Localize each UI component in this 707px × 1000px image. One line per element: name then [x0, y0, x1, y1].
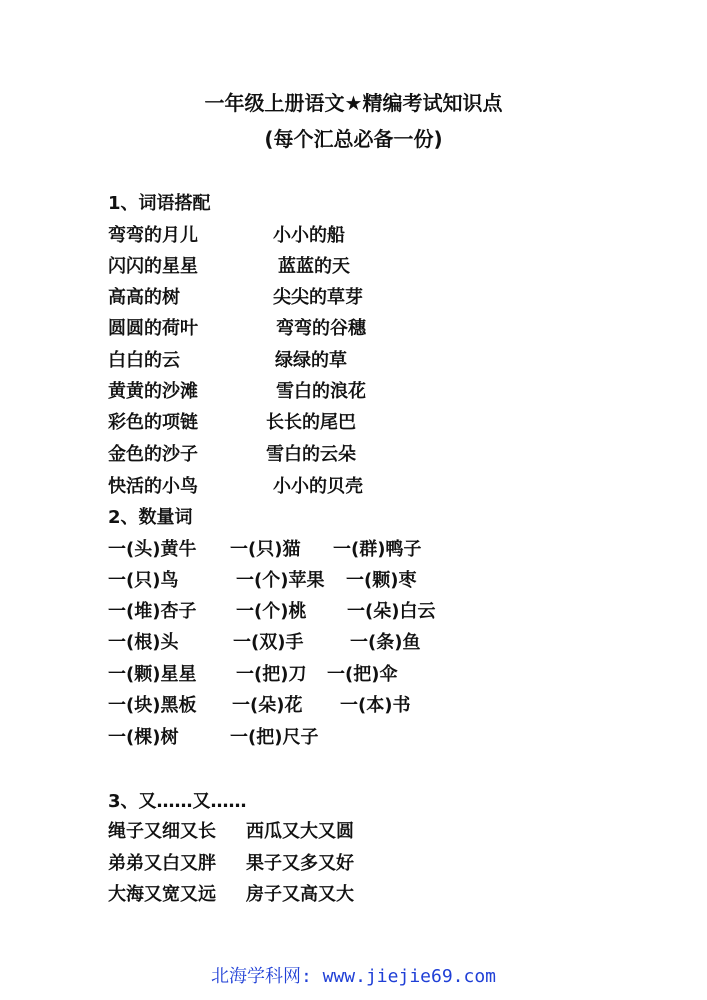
sentence-left: 绳子又细又长: [108, 821, 216, 842]
measure-word-row: [0, 538, 707, 564]
sentence-right: 西瓜又大又圆: [246, 821, 354, 842]
measure-word: 一(个)桃: [236, 601, 307, 622]
word-pair-left: 彩色的项链: [108, 412, 198, 433]
measure-word-row: [0, 600, 707, 626]
word-pair-right: 雪白的云朵: [266, 444, 356, 465]
measure-word: 一(只)猫: [230, 539, 301, 560]
measure-word: 一(双)手: [233, 632, 304, 653]
measure-word-row: [0, 631, 707, 657]
measure-word: 一(个)苹果: [236, 570, 325, 591]
word-pair-left: 圆圆的荷叶: [108, 318, 198, 339]
measure-word-row: [0, 663, 707, 689]
measure-word: 一(棵)树: [108, 727, 179, 748]
measure-word: 一(颗)星星: [108, 664, 197, 685]
measure-word: 一(只)鸟: [108, 570, 179, 591]
sentence-row: [0, 820, 707, 846]
measure-word: 一(把)刀: [236, 664, 307, 685]
word-pair-left: 黄黄的沙滩: [108, 381, 198, 402]
section-heading-you-you: 3、又……又……: [108, 791, 247, 812]
measure-word-row: [0, 694, 707, 720]
measure-word: 一(把)尺子: [230, 727, 319, 748]
word-pair-left: 高高的树: [108, 287, 180, 308]
measure-word-row: [0, 569, 707, 595]
measure-word: 一(根)头: [108, 632, 179, 653]
measure-word: 一(朵)白云: [347, 601, 436, 622]
sentence-row: [0, 883, 707, 909]
section-heading-measure-words: 2、数量词: [108, 507, 193, 528]
word-pair-left: 弯弯的月儿: [108, 225, 198, 246]
section-heading-word-pairs: 1、词语搭配: [108, 193, 211, 214]
word-pair-row: [0, 475, 707, 501]
sentence-right: 果子又多又好: [246, 853, 354, 874]
word-pair-left: 快活的小鸟: [108, 476, 198, 497]
measure-word: 一(群)鸭子: [333, 539, 422, 560]
word-pair-row: [0, 411, 707, 437]
measure-word: 一(把)伞: [327, 664, 398, 685]
word-pair-row: [0, 443, 707, 469]
measure-word: 一(头)黄牛: [108, 539, 197, 560]
word-pair-right: 小小的船: [273, 225, 345, 246]
word-pair-row: [0, 255, 707, 281]
word-pair-row: [0, 349, 707, 375]
word-pair-right: 绿绿的草: [275, 350, 347, 371]
measure-word: 一(块)黑板: [108, 695, 197, 716]
word-pair-row: [0, 224, 707, 250]
measure-word: 一(朵)花: [232, 695, 303, 716]
document-title: 一年级上册语文★精编考试知识点: [204, 91, 503, 115]
measure-word: 一(条)鱼: [350, 632, 421, 653]
word-pair-right: 蓝蓝的天: [278, 256, 350, 277]
measure-word-row: [0, 726, 707, 752]
measure-word: 一(堆)杏子: [108, 601, 197, 622]
word-pair-row: [0, 380, 707, 406]
word-pair-left: 闪闪的星星: [108, 256, 198, 277]
word-pair-right: 雪白的浪花: [276, 381, 366, 402]
word-pair-right: 小小的贝壳: [273, 476, 363, 497]
sentence-left: 大海又宽又远: [108, 884, 216, 905]
word-pair-right: 长长的尾巴: [266, 412, 356, 433]
word-pair-row: [0, 286, 707, 312]
word-pair-right: 弯弯的谷穗: [276, 318, 366, 339]
sentence-right: 房子又高又大: [246, 884, 354, 905]
word-pair-left: 金色的沙子: [108, 444, 198, 465]
word-pair-right: 尖尖的草芽: [273, 287, 363, 308]
document-subtitle: (每个汇总必备一份): [264, 127, 443, 151]
sentence-left: 弟弟又白又胖: [108, 853, 216, 874]
sentence-row: [0, 852, 707, 878]
word-pair-row: [0, 317, 707, 343]
footer-watermark-link[interactable]: 北海学科网: www.jiejie69.com: [210, 966, 497, 987]
word-pair-left: 白白的云: [108, 350, 180, 371]
measure-word: 一(本)书: [340, 695, 411, 716]
measure-word: 一(颗)枣: [346, 570, 417, 591]
